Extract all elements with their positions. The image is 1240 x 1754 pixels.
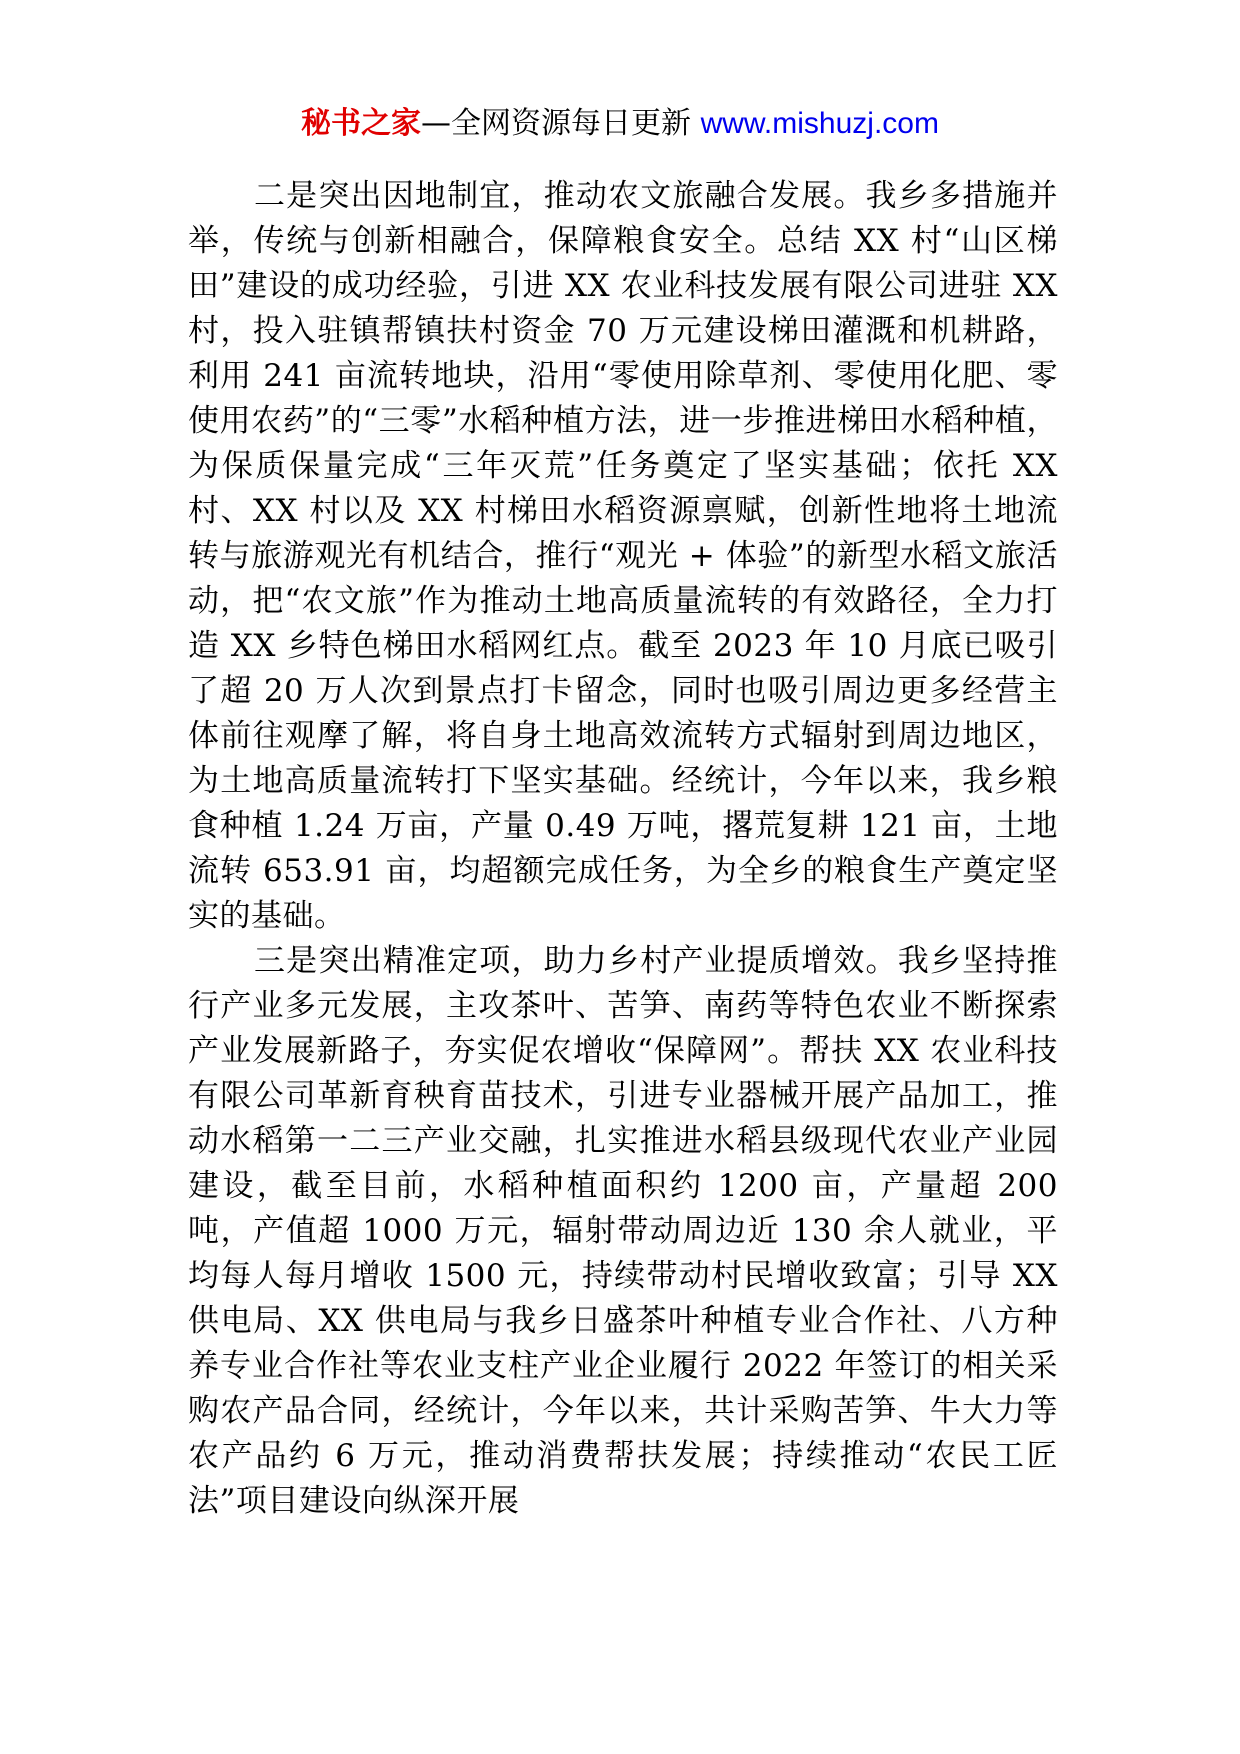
header-brand: 秘书之家 xyxy=(301,106,422,141)
document-body xyxy=(188,174,1058,1524)
header-url-link[interactable]: www.mishuzj.com xyxy=(700,107,939,140)
paragraph-2: 二是突出因地制宜，推动农文旅融合发展。我乡多措施并举，传统与创新相融合，保障粮食安全。总结 XX 村“山区梯田”建设的成功经验，引进 XX 农业科技发展有限公司进驻 XX 村，投入驻镇帮镇扶村资金 70 万元建设梯田灌溉和机耕路，利用 241 亩流转地块，沿用“零使用除草剂、零使用化肥、零使用农药”的“三零”水稻种植方法，进一步推进梯田水稻种植，为保质保量完成“三年灭荒”任务奠定了坚实基础；依托 XX 村、XX 村以及 XX 村梯田水稻资源禀赋，创新性地将土地流转与旅游观光有机结合，推行“观光 + 体验”的新型水稻文旅活动，把“农文旅”作为推动土地高质量流转的有效路径，全力打造 XX 乡特色梯田水稻网红点。截至 2023 年 10 月底已吸引了超 20 万人次到景点打卡留念，同时也吸引周边更多经营主体前往观摩了解，将自身土地高效流转方式辐射到周边地区，为土地高质量流转打下坚实基础。经统计，今年以来，我乡粮食种植 1.24 万亩，产量 0.49 万吨，撂荒复耕 121 亩，土地流转 653.91 亩，均超额完成任务，为全乡的粮食生产奠定坚实的基础。 xyxy=(188,178,1058,934)
header-tagline: —全网资源每日更新 xyxy=(421,106,701,141)
paragraph-3: 三是突出精准定项，助力乡村产业提质增效。我乡坚持推行产业多元发展，主攻茶叶、苦笋、南药等特色农业不断探索产业发展新路子，夯实促农增收“保障网”。帮扶 XX 农业科技有限公司革新育秧育苗技术，引进专业器械开展产品加工，推动水稻第一二三产业交融，扎实推进水稻县级现代农业产业园建设，截至目前，水稻种植面积约 1200 亩，产量超 200 吨，产值超 1000 万元，辐射带动周边近 130 余人就业，平均每人每月增收 1500 元，持续带动村民增收致富；引导 XX 供电局、XX 供电局与我乡日盛茶叶种植专业合作社、八方种养专业合作社等农业支柱产业企业履行 2022 年签订的相关采购农产品合同，经统计，今年以来，共计采购苦笋、牛大力等农产品约 6 万元，推动消费帮扶发展；持续推动“农民工匠法”项目建设向纵深开展 xyxy=(188,943,1058,1519)
page-header xyxy=(0,104,1240,144)
